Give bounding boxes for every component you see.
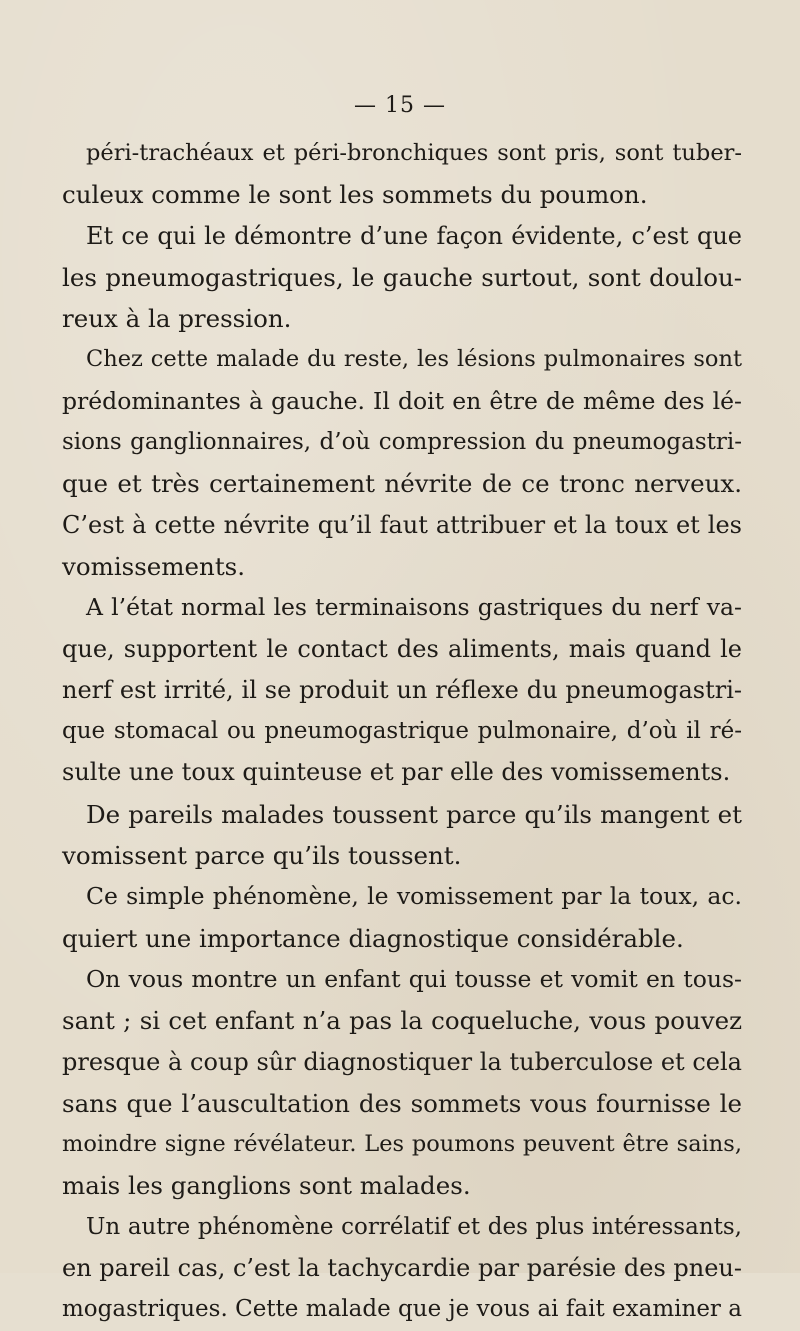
text-line-content: sulte une toux quinteuse et par elle des vomissements. bbox=[62, 758, 731, 787]
paragraph bbox=[62, 133, 742, 216]
text-line-content: sant ; si cet enfant n’a pas la coqueluche, vous pouvez bbox=[62, 1006, 742, 1036]
text-line bbox=[62, 1000, 742, 1041]
text-line bbox=[62, 1289, 742, 1330]
paragraph bbox=[62, 794, 742, 877]
text-line bbox=[62, 339, 742, 380]
text-line-content: reux à la pression. bbox=[62, 304, 292, 334]
text-line bbox=[62, 794, 742, 835]
text-line-content: A l’état normal les terminaisons gastriques du nerf va- bbox=[86, 593, 742, 622]
text-line bbox=[62, 505, 742, 546]
text-line-content: mogastriques. Cette malade que je vous ai fait examiner a bbox=[62, 1296, 742, 1323]
paragraph bbox=[62, 587, 742, 793]
text-line bbox=[62, 422, 742, 463]
text-line bbox=[62, 587, 742, 628]
text-line bbox=[62, 257, 742, 298]
text-line-content: nerf est irrité, il se produit un réflexe du pneumogastri- bbox=[62, 675, 742, 704]
text-line-content: Chez cette malade du reste, les lésions pulmonaires sont bbox=[86, 346, 742, 373]
text-line-content: presque à coup sûr diagnostiquer la tuberculose et cela bbox=[62, 1047, 742, 1076]
text-line-content: mais les ganglions sont malades. bbox=[62, 1171, 471, 1201]
text-line-content: Un autre phénomène corrélatif et des plus intéressants, bbox=[86, 1213, 742, 1240]
text-line-content: De pareils malades toussent parce qu’ils mangent et bbox=[86, 799, 742, 829]
text-line bbox=[62, 959, 742, 1000]
text-line-content: sans que l’auscultation des sommets vous fournisse le bbox=[62, 1088, 742, 1118]
text-line-content: Ce simple phénomène, le vomissement par la toux, ac. bbox=[86, 882, 742, 911]
text-line-content: prédominantes à gauche. Il doit en être de même des lé- bbox=[62, 386, 742, 415]
text-line bbox=[62, 1042, 742, 1083]
text-line bbox=[62, 752, 742, 793]
body-text bbox=[62, 133, 742, 1331]
text-line bbox=[62, 174, 742, 215]
text-line-content: péri-trachéaux et péri-bronchiques sont pris, sont tuber- bbox=[86, 140, 742, 166]
paragraph bbox=[62, 1207, 742, 1331]
text-line bbox=[62, 918, 742, 959]
text-line bbox=[62, 670, 742, 711]
text-line-content: culeux comme le sont les sommets du poumon. bbox=[62, 180, 648, 210]
paragraph bbox=[62, 216, 742, 340]
text-line-content: vomissent parce qu’ils toussent. bbox=[62, 841, 462, 871]
text-line bbox=[62, 1165, 742, 1206]
text-line bbox=[62, 835, 742, 876]
text-line bbox=[62, 381, 742, 422]
text-line-content: vomissements. bbox=[62, 551, 246, 581]
text-line bbox=[62, 133, 742, 174]
page-number: — 15 — bbox=[354, 93, 446, 118]
text-line-content: C’est à cette névrite qu’il faut attribuer et la toux et les bbox=[62, 510, 742, 539]
text-line-content: que et très certainement névrite de ce tronc nerveux. bbox=[62, 469, 742, 499]
text-line bbox=[62, 1124, 742, 1165]
text-line-content: On vous montre un enfant qui tousse et vomit en tous- bbox=[86, 964, 742, 993]
text-line bbox=[62, 546, 742, 587]
text-line-content: moindre signe révélateur. Les poumons peuvent être sains, bbox=[62, 1131, 742, 1158]
text-line bbox=[62, 1248, 742, 1289]
text-line bbox=[62, 876, 742, 917]
text-line-content: en pareil cas, c’est la tachycardie par parésie des pneu- bbox=[62, 1254, 742, 1283]
text-line bbox=[62, 298, 742, 339]
text-line-content: Et ce qui le démontre d’une façon évidente, c’est que bbox=[86, 221, 742, 250]
paragraph bbox=[62, 876, 742, 959]
text-line-content: sions ganglionnaires, d’où compression du pneumogastri- bbox=[62, 429, 742, 456]
text-line bbox=[62, 216, 742, 257]
text-line bbox=[62, 629, 742, 670]
paragraph bbox=[62, 959, 742, 1207]
text-line-content: que, supportent le contact des aliments, mais quand le bbox=[62, 634, 742, 663]
text-line bbox=[62, 463, 742, 504]
text-line bbox=[62, 1207, 742, 1248]
text-line-content: les pneumogastriques, le gauche surtout, sont doulou- bbox=[62, 262, 742, 292]
text-line-content: quiert une importance diagnostique considérable. bbox=[62, 923, 684, 953]
paragraph bbox=[62, 339, 742, 587]
text-line-content: que stomacal ou pneumogastrique pulmonaire, d’où il ré- bbox=[62, 718, 742, 745]
text-line bbox=[62, 711, 742, 752]
text-line bbox=[62, 1083, 742, 1124]
